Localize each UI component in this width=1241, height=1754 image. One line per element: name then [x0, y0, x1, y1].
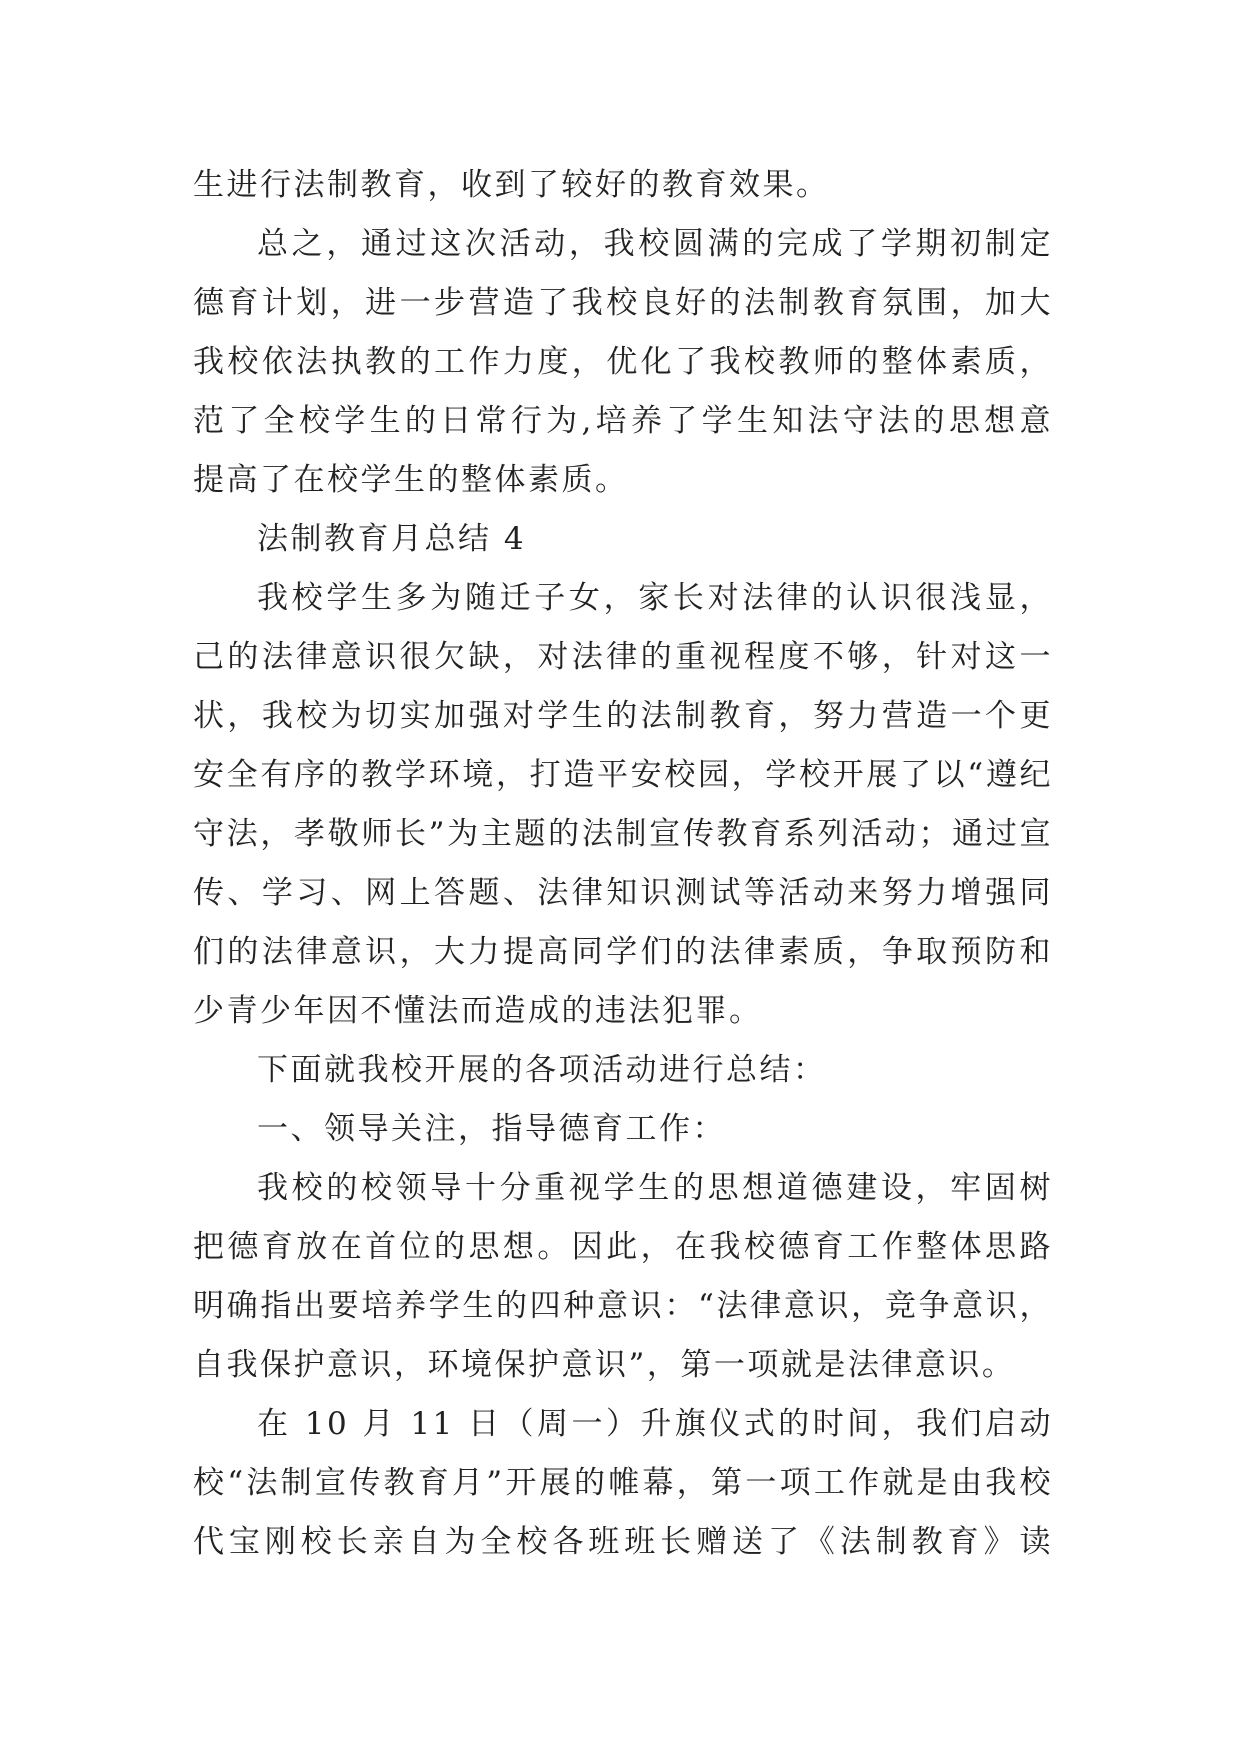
text-line: 们的法律意识，大力提高同学们的法律素质，争取预防和 — [193, 934, 1053, 970]
text-line: 代宝刚校长亲自为全校各班班长赠送了《法制教育》读 — [193, 1524, 1053, 1560]
body-text — [193, 156, 1053, 1572]
text-line: 少青少年因不懂法而造成的违法犯罪。 — [193, 993, 763, 1029]
text-line: 守法，孝敬师长”为主题的法制宣传教育系列活动；通过宣 — [193, 816, 1053, 852]
text-line: 法制教育月总结 4 — [257, 521, 527, 557]
text-line: 传、学习、网上答题、法律知识测试等活动来努力增强同 — [193, 875, 1053, 911]
text-line: 提高了在校学生的整体素质。 — [193, 462, 629, 498]
text-line: 下面就我校开展的各项活动进行总结： — [257, 1052, 827, 1088]
text-line: 德育计划，进一步营造了我校良好的法制教育氛围，加大 — [193, 285, 1053, 321]
text-line: 状，我校为切实加强对学生的法制教育，努力营造一个更 — [193, 698, 1053, 734]
text-line: 安全有序的教学环境，打造平安校园，学校开展了以“遵纪 — [193, 757, 1053, 793]
text-line: 我校依法执教的工作力度，优化了我校教师的整体素质， — [193, 344, 1053, 380]
text-line: 生进行法制教育，收到了较好的教育效果。 — [193, 167, 830, 203]
text-line: 我校的校领导十分重视学生的思想道德建设，牢固树 — [257, 1170, 1053, 1206]
text-line: 总之，通过这次活动，我校圆满的完成了学期初制定 — [257, 226, 1053, 262]
text-line: 自我保护意识，环境保护意识”，第一项就是法律意识。 — [193, 1347, 1016, 1383]
text-line: 明确指出要培养学生的四种意识：“法律意识，竞争意识， — [193, 1288, 1053, 1324]
text-line: 校“法制宣传教育月”开展的帷幕，第一项工作就是由我校 — [193, 1465, 1053, 1501]
text-line: 一、领导关注，指导德育工作： — [257, 1111, 726, 1147]
text-line: 范了全校学生的日常行为,培养了学生知法守法的思想意 — [193, 403, 1053, 439]
text-line: 把德育放在首位的思想。因此，在我校德育工作整体思路 — [193, 1229, 1053, 1265]
text-line: 在 10 月 11 日（周一）升旗仪式的时间，我们启动 — [257, 1406, 1053, 1442]
text-line: 己的法律意识很欠缺，对法律的重视程度不够，针对这一 — [193, 639, 1053, 675]
text-line: 我校学生多为随迁子女，家长对法律的认识很浅显， — [257, 580, 1053, 616]
